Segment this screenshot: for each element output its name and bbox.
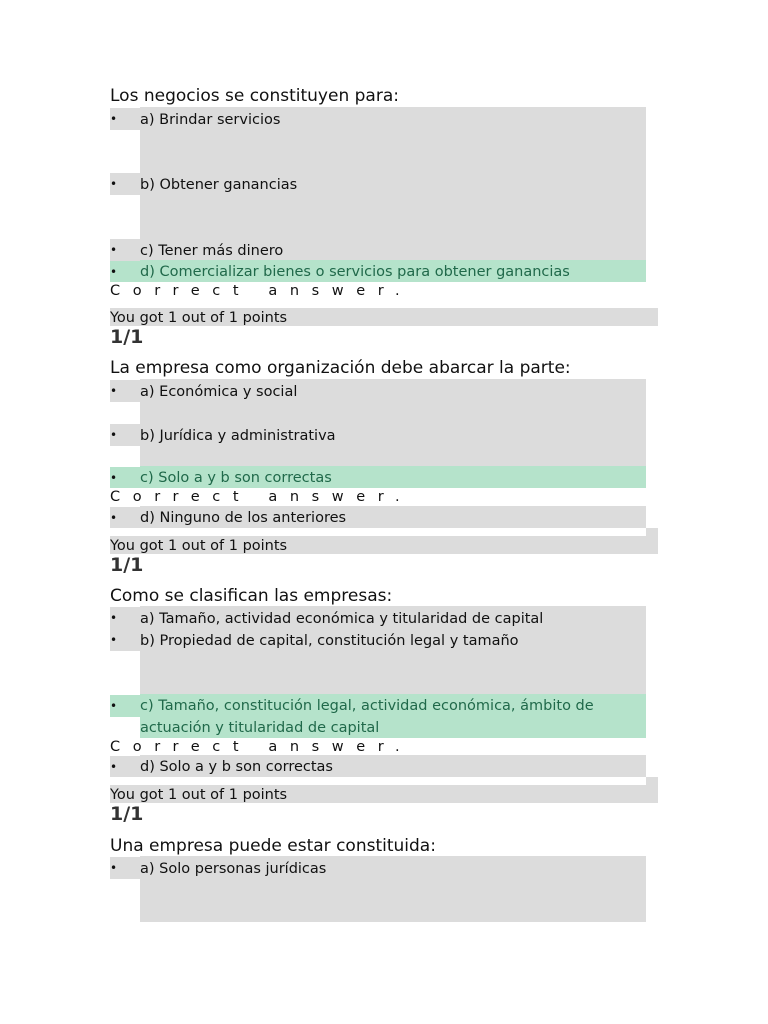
question-2-option-d-label: d) Ninguno de los anteriores xyxy=(140,510,347,526)
question-3-option-b-label: b) Propiedad de capital, constitución legal y tamaño xyxy=(140,633,519,649)
question-2-option-c-label: c) Solo a y b son correctas xyxy=(140,470,332,486)
question-2-option-d[interactable] xyxy=(140,506,646,528)
question-1-option-b-label: b) Obtener ganancias xyxy=(140,177,298,193)
question-3-text: Como se clasifican las empresas: xyxy=(110,586,393,606)
question-3-option-c-label-line2: actuación y titularidad de capital xyxy=(140,720,380,736)
question-1-option-c-radio[interactable] xyxy=(110,239,140,261)
question-3-score-text: You got 1 out of 1 points xyxy=(110,787,288,803)
question-1-option-d-label: d) Comercializar bienes o servicios para obtener ganancias xyxy=(140,264,570,280)
question-1-score-text: You got 1 out of 1 points xyxy=(110,310,288,326)
question-3-option-c-radio[interactable] xyxy=(110,695,140,717)
question-1-feedback: Correct answer. xyxy=(110,283,413,299)
question-2-score xyxy=(110,536,658,554)
question-3-score xyxy=(110,785,658,803)
question-1-text: Los negocios se constituyen para: xyxy=(110,86,399,106)
question-1-option-b[interactable] xyxy=(140,173,646,195)
question-3-option-b-radio[interactable] xyxy=(110,629,140,651)
question-1-score xyxy=(110,308,658,326)
question-1-option-a[interactable] xyxy=(140,108,646,130)
question-3-fraction: 1/1 xyxy=(110,803,144,825)
question-2-feedback: Correct answer. xyxy=(110,489,413,505)
question-4-option-a[interactable] xyxy=(140,857,646,879)
question-4-option-a-radio[interactable] xyxy=(110,857,140,879)
question-2-option-c-correct[interactable] xyxy=(140,466,646,488)
question-3-option-d-radio[interactable] xyxy=(110,756,140,777)
question-3-feedback: Correct answer. xyxy=(110,739,413,755)
question-3-option-d-label: d) Solo a y b son correctas xyxy=(140,759,333,775)
question-1-fraction: 1/1 xyxy=(110,326,144,348)
question-1-option-d-correct[interactable] xyxy=(140,260,646,282)
question-2-option-c-radio[interactable] xyxy=(110,467,140,488)
question-1-option-b-radio[interactable] xyxy=(110,173,140,195)
question-3-option-a-radio[interactable] xyxy=(110,607,140,629)
question-1-option-c-label: c) Tener más dinero xyxy=(140,243,284,259)
question-2-option-b-label: b) Jurídica y administrativa xyxy=(140,428,336,444)
question-2-text: La empresa como organización debe abarcar la parte: xyxy=(110,358,571,378)
question-3-option-d[interactable] xyxy=(140,755,646,777)
question-3-option-c-label-line1: c) Tamaño, constitución legal, actividad económica, ámbito de xyxy=(140,698,594,714)
question-2-option-b-radio[interactable] xyxy=(110,424,140,446)
question-1-option-a-radio[interactable] xyxy=(110,108,140,130)
question-1-option-d-radio[interactable] xyxy=(110,261,140,282)
question-4-text: Una empresa puede estar constituida: xyxy=(110,836,436,856)
question-3-option-b[interactable] xyxy=(140,629,646,651)
question-1-option-a-label: a) Brindar servicios xyxy=(140,112,281,128)
question-2-option-a-label: a) Económica y social xyxy=(140,384,298,400)
question-3-option-a[interactable] xyxy=(140,607,646,629)
question-2-option-a[interactable] xyxy=(140,380,646,402)
question-1-option-c[interactable] xyxy=(140,239,646,261)
question-2-option-d-radio[interactable] xyxy=(110,507,140,528)
question-2-option-a-radio[interactable] xyxy=(110,380,140,402)
question-2-option-b[interactable] xyxy=(140,424,646,446)
question-2-score-text: You got 1 out of 1 points xyxy=(110,538,288,554)
question-4-option-a-label: a) Solo personas jurídicas xyxy=(140,861,327,877)
question-3-divider xyxy=(646,777,658,785)
question-3-option-a-label: a) Tamaño, actividad económica y titularidad de capital xyxy=(140,611,544,627)
question-3-option-c-correct[interactable] xyxy=(140,694,646,738)
question-2-divider xyxy=(646,528,658,536)
question-2-fraction: 1/1 xyxy=(110,554,144,576)
